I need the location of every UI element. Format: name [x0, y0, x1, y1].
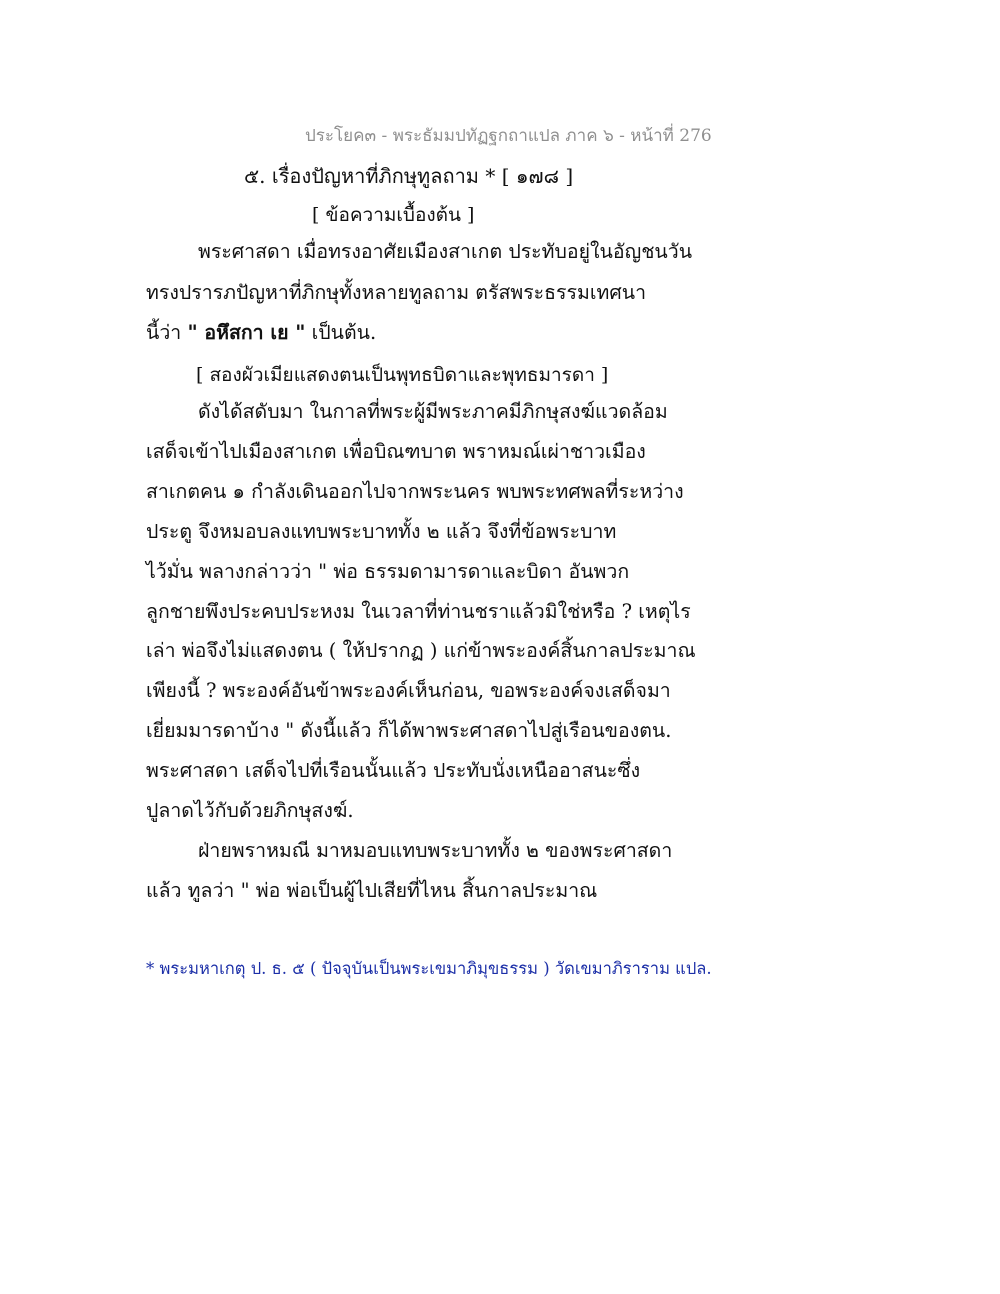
body-line: ไว้มั่น พลางกล่าวว่า " พ่อ ธรรมดามารดาและบิดา อันพวก [146, 560, 630, 583]
section-heading-story: [ สองผัวเมียแสดงตนเป็นพุทธบิดาและพุทธมารดา ] [196, 364, 609, 386]
footnote: * พระมหาเกตุ ป. ธ. ๕ ( ปัจจุบันเป็นพระเขมาภิมุขธรรม ) วัดเขมาภิราราม แปล. [146, 959, 712, 978]
section-heading-intro: [ ข้อความเบื้องต้น ] [312, 204, 475, 226]
verse-suffix: เป็นต้น. [305, 321, 377, 344]
body-line: เยี่ยมมารดาบ้าง " ดังนี้แล้ว ก็ได้พาพระศาสดาไปสู่เรือนของตน. [146, 719, 672, 742]
body-line: แล้ว ทูลว่า " พ่อ พ่อเป็นผู้ไปเสียที่ไหน สิ้นกาลประมาณ [146, 879, 598, 902]
verse-quote: " อหึสกา เย " [187, 321, 306, 344]
body-line: ลูกชายพึงประคบประหงม ในเวลาที่ท่านชราแล้วมิใช่หรือ ? เหตุไร [146, 600, 691, 623]
body-line: ฝ่ายพราหมณี มาหมอบแทบพระบาททั้ง ๒ ของพระศาสดา [198, 839, 673, 862]
body-line: ดังได้สดับมา ในกาลที่พระผู้มีพระภาคมีภิกษุสงฆ์แวดล้อม [198, 400, 668, 423]
body-line: ประตู จึงหมอบลงแทบพระบาททั้ง ๒ แล้ว จึงที่ข้อพระบาท [146, 520, 617, 543]
running-header: ประโยค๓ - พระธัมมปทัฏฐกถาแปล ภาค ๖ - หน้าที่ 276 [305, 126, 712, 146]
body-line: พระศาสดา เสด็จไปที่เรือนนั้นแล้ว ประทับนั่งเหนืออาสนะซึ่ง [146, 759, 641, 782]
body-line-with-verse [146, 323, 376, 343]
body-line: พระศาสดา เมื่อทรงอาศัยเมืองสาเกต ประทับอยู่ในอัญชนวัน [198, 240, 693, 263]
body-line: ทรงปรารภปัญหาที่ภิกษุทั้งหลายทูลถาม ตรัสพระธรรมเทศนา [146, 281, 647, 304]
body-line: สาเกตคน ๑ กำลังเดินออกไปจากพระนคร พบพระทศพลที่ระหว่าง [146, 480, 684, 503]
verse-prefix: นี้ว่า [146, 321, 188, 344]
body-line: เสด็จเข้าไปเมืองสาเกต เพื่อบิณฑบาต พราหมณ์เผ่าชาวเมือง [146, 440, 646, 463]
body-line: ปูลาดไว้กับด้วยภิกษุสงฆ์. [146, 799, 354, 822]
body-line: เล่า พ่อจึงไม่แสดงตน ( ให้ปรากฏ ) แก่ข้าพระองค์สิ้นกาลประมาณ [146, 639, 696, 662]
story-title: ๕. เรื่องปัญหาที่ภิกษุทูลถาม * [ ๑๗๘ ] [244, 164, 574, 188]
body-line: เพียงนี้ ? พระองค์อันข้าพระองค์เห็นก่อน, ขอพระองค์จงเสด็จมา [146, 679, 671, 702]
